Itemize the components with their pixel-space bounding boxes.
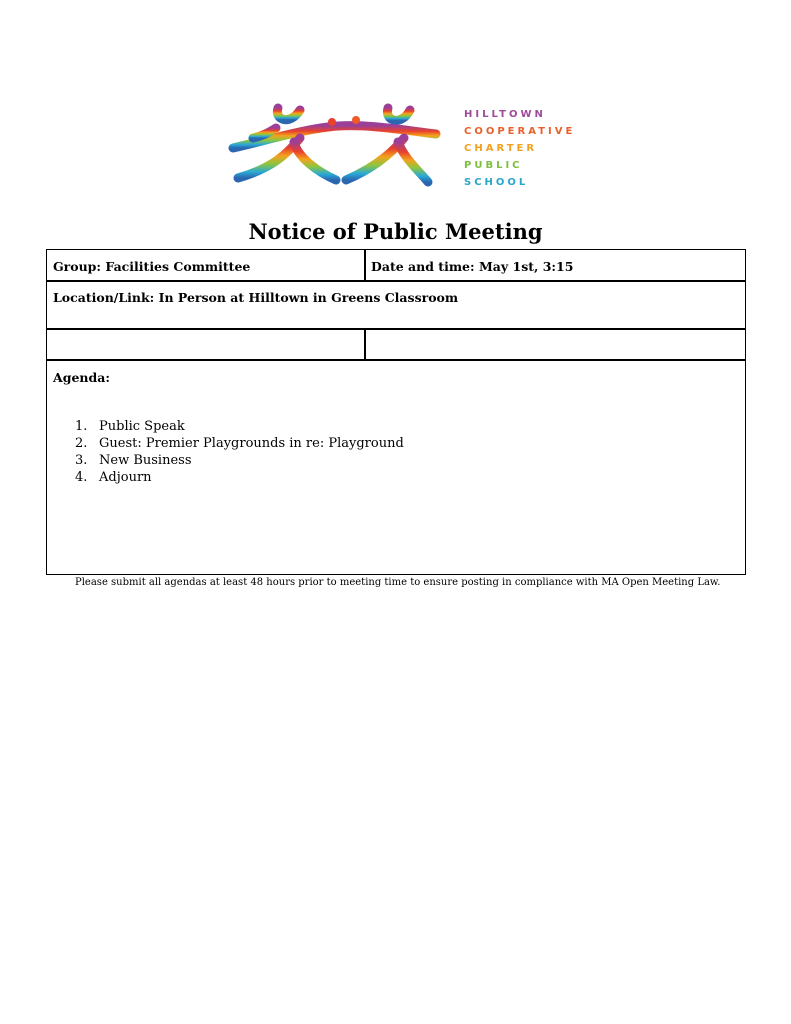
location-cell [46,280,746,330]
blank-cell-right [364,328,746,361]
logo-word-1: HILLTOWN [464,109,546,120]
agenda-item-number: 1. [75,419,88,434]
agenda-item-text: Guest: Premier Playgrounds in re: Playground [99,436,404,451]
agenda-item-text: Adjourn [99,470,152,485]
agenda-item-number: 3. [75,453,88,468]
agenda-item [75,452,404,469]
agenda-label: Agenda: [53,370,110,385]
agenda-item-text: New Business [99,453,192,468]
page-title: Notice of Public Meeting [248,219,543,244]
agenda-item [75,435,404,452]
agenda-list [75,418,404,486]
agenda-cell [46,359,746,575]
meeting-notice-form [46,249,746,575]
logo-word-5: SCHOOL [464,177,529,188]
agenda-item [75,469,404,486]
blank-cell-left [46,328,366,361]
datetime-cell [364,249,746,282]
group-cell [46,249,366,282]
location-label: Location/Link: In Person at Hilltown in Greens Classroom [53,290,459,305]
logo-word-3: CHARTER [464,143,538,154]
logo-word-2: COOPERATIVE [464,126,576,137]
agenda-item-number: 4. [75,470,88,485]
agenda-item-number: 2. [75,436,88,451]
agenda-item [75,418,404,435]
agenda-item-text: Public Speak [99,419,185,434]
datetime-label: Date and time: May 1st, 3:15 [371,259,574,274]
logo-mark-icon [228,98,443,194]
logo-word-4: PUBLIC [464,160,523,171]
submission-footnote: Please submit all agendas at least 48 hours prior to meeting time to ensure posting in compliance with MA Open Meeting Law. [75,577,721,588]
school-logo [228,98,576,194]
group-label: Group: Facilities Committee [53,259,251,274]
logo-wordmark [464,106,574,191]
